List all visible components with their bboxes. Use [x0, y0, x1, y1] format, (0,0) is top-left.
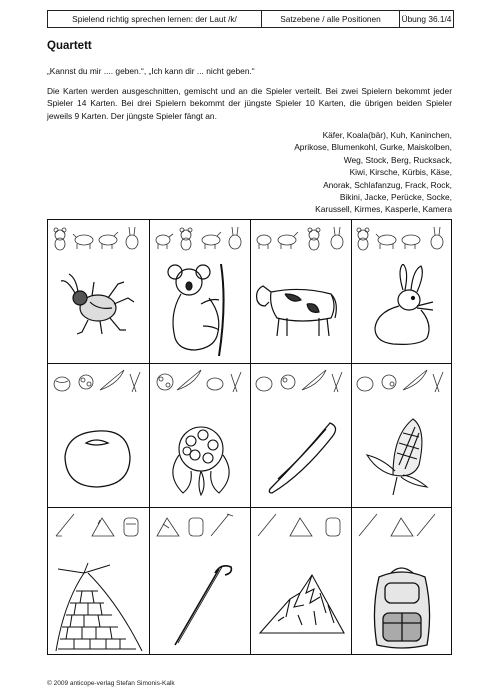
card-apricot[interactable]	[48, 363, 149, 507]
produce-strip-icon	[355, 366, 448, 396]
produce-strip-icon	[52, 366, 145, 396]
produce-strip-icon	[153, 366, 246, 396]
animal-strip-icon	[153, 223, 246, 253]
cauliflower-icon	[161, 415, 241, 497]
card-grid	[47, 219, 452, 655]
walking-stick-icon	[167, 559, 237, 649]
card-corn[interactable]	[351, 363, 453, 507]
card-walking-stick[interactable]	[149, 507, 250, 656]
cow-icon	[255, 278, 347, 340]
word-list	[294, 129, 452, 216]
card-rabbit[interactable]	[351, 220, 453, 363]
hiking-strip-icon	[355, 510, 448, 540]
instructions-text: Die Karten werden ausgeschnitten, gemischt und an die Spieler verteilt. Bei zwei Spielern bekommt jeder Spieler 14 Karten. Bei drei Spielern bekommt der jüngste Spieler 10 Karten, die übrigen beiden Spieler jeweils 9 Karten. Der jüngste Spieler fängt an.	[47, 86, 452, 121]
hiking-strip-icon	[153, 510, 246, 540]
card-beetle[interactable]	[48, 220, 149, 363]
backpack-icon	[369, 563, 435, 649]
word-list-line: Anorak, Schlafanzug, Frack, Rock,	[323, 179, 452, 190]
card-cucumber[interactable]	[250, 363, 351, 507]
card-backpack[interactable]	[351, 507, 453, 656]
apricot-icon	[62, 423, 134, 489]
path-icon	[54, 555, 144, 653]
rabbit-icon	[367, 264, 437, 346]
card-cauliflower[interactable]	[149, 363, 250, 507]
mountain-icon	[258, 571, 346, 637]
word-list-line: Weg, Stock, Berg, Rucksack,	[343, 154, 452, 165]
beetle-icon	[58, 268, 140, 338]
header-level: Satzebene / alle Positionen	[262, 11, 400, 27]
card-koala[interactable]	[149, 220, 250, 363]
animal-strip-icon	[254, 223, 347, 253]
koala-icon	[163, 264, 239, 356]
card-cow[interactable]	[250, 220, 351, 363]
header-series-title: Spielend richtig sprechen lernen: der Laut /k/	[48, 11, 262, 27]
animal-strip-icon	[52, 223, 145, 253]
hiking-strip-icon	[254, 510, 347, 540]
word-list-line: Karussell, Kirmes, Kasperle, Kamera	[315, 204, 452, 215]
word-list-line: Käfer, Koala(bär), Kuh, Kaninchen,	[322, 130, 452, 140]
page-header	[47, 10, 454, 28]
card-mountain[interactable]	[250, 507, 351, 656]
animal-strip-icon	[355, 223, 448, 253]
copyright-footer: © 2009 anticope-verlag Stefan Simonis-Kalk	[47, 680, 175, 687]
hiking-strip-icon	[52, 510, 145, 540]
word-list-line: Aprikose, Blumenkohl, Gurke, Maiskolben,	[294, 142, 452, 153]
corn-icon	[363, 415, 443, 497]
produce-strip-icon	[254, 366, 347, 396]
header-exercise-number: Übung 36.1/4	[401, 14, 452, 24]
example-sentence: „Kannst du mir .... geben.“, „Ich kann dir ... nicht geben.“	[47, 66, 255, 76]
page-title: Quartett	[47, 40, 92, 52]
card-path[interactable]	[48, 507, 149, 656]
word-list-line: Bikini, Jacke, Perücke, Socke,	[339, 192, 452, 203]
word-list-line: Kiwi, Kirsche, Kürbis, Käse,	[349, 167, 452, 178]
cucumber-icon	[262, 415, 342, 495]
